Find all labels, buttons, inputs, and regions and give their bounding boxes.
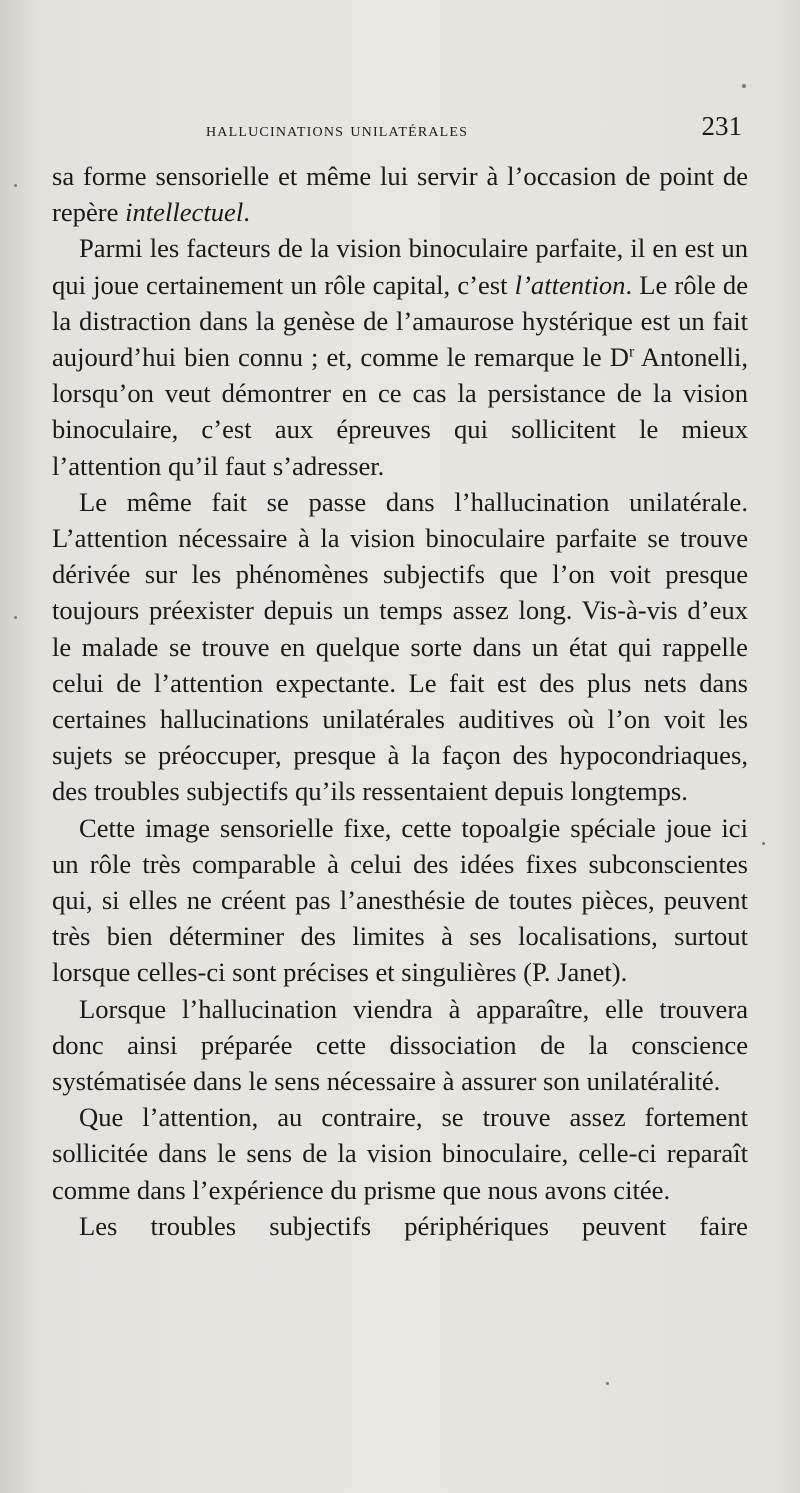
text-run: sa forme sensorielle et même lui servir à l’occasion de point de repère bbox=[52, 161, 748, 228]
running-title: hallucinations unilatérales bbox=[206, 119, 469, 141]
paragraph bbox=[52, 158, 748, 230]
ink-speck bbox=[14, 616, 17, 619]
ink-speck bbox=[742, 84, 746, 88]
text-run: Que l’attention, au contraire, se trouve assez fortement sollicitée dans le sens de la vision binoculaire, celle-ci reparaît comme dans l’expérience du prisme que nous avons citée. bbox=[52, 1102, 748, 1205]
paragraph bbox=[52, 484, 748, 810]
paragraph bbox=[52, 1099, 748, 1208]
paragraph bbox=[52, 230, 748, 483]
italic-text: intellectuel bbox=[125, 197, 244, 228]
text-run: Parmi les facteurs de la vision binoculaire parfaite, il en est un qui joue certainement un rôle capital, c’est bbox=[52, 233, 748, 300]
ink-speck bbox=[14, 184, 17, 187]
text-run: . bbox=[243, 197, 250, 228]
text-run: Les troubles subjectifs périphériques peuvent faire bbox=[79, 1210, 748, 1241]
ink-speck bbox=[762, 842, 765, 845]
superscript: r bbox=[628, 343, 635, 361]
paragraph bbox=[52, 810, 748, 991]
text-run: Le même fait se passe dans l’hallucination unilatérale. L’attention nécessaire à la vision binoculaire parfaite se trouve dérivée sur les phénomènes subjectifs que l’on voit presque toujours préexister depuis un temps assez long. Vis-à-vis d’eux le malade se trouve en quelque sorte dans un état qui rappelle celui de l’attention expectante. Le fait est des plus nets dans certaines hallucinations unilatérales auditives où l’on voit les sujets se préoccuper, presque à la façon des hypocondriaques, des troubles subjectifs qu’ils ressentaient depuis longtemps. bbox=[52, 486, 748, 807]
paragraph bbox=[52, 991, 748, 1100]
text-run: Cette image sensorielle fixe, cette topoalgie spéciale joue ici un rôle très comparable à celui des idées fixes subconscientes qui, si elles ne créent pas l’anesthésie de toutes pièces, peuvent très bien déterminer des limites à ses localisations, surtout lorsque celles-ci sont précises et singulières (P. Janet). bbox=[52, 812, 748, 988]
paragraph bbox=[52, 1208, 748, 1244]
ink-speck bbox=[606, 1382, 609, 1385]
body-text bbox=[52, 158, 748, 1244]
text-run: . Le rôle de la distraction dans la genèse de l’amaurose hystérique est un fait aujourd’hui bien connu ; et, comme le remarque le D bbox=[52, 269, 748, 373]
italic-text: l’attention bbox=[514, 269, 626, 300]
text-run: Antonelli, lorsqu’on veut démontrer en ce cas la persistance de la vision binoculaire, c’est aux épreuves qui sollicitent le mieux l’attention qu’il faut s’adresser. bbox=[52, 342, 748, 481]
running-head bbox=[52, 111, 748, 151]
page-number: 231 bbox=[701, 111, 742, 141]
text-run: Lorsque l’hallucination viendra à apparaître, elle trouvera donc ainsi préparée cette dissociation de la conscience systématisée dans le sens nécessaire à assurer son unilatéralité. bbox=[52, 993, 748, 1097]
